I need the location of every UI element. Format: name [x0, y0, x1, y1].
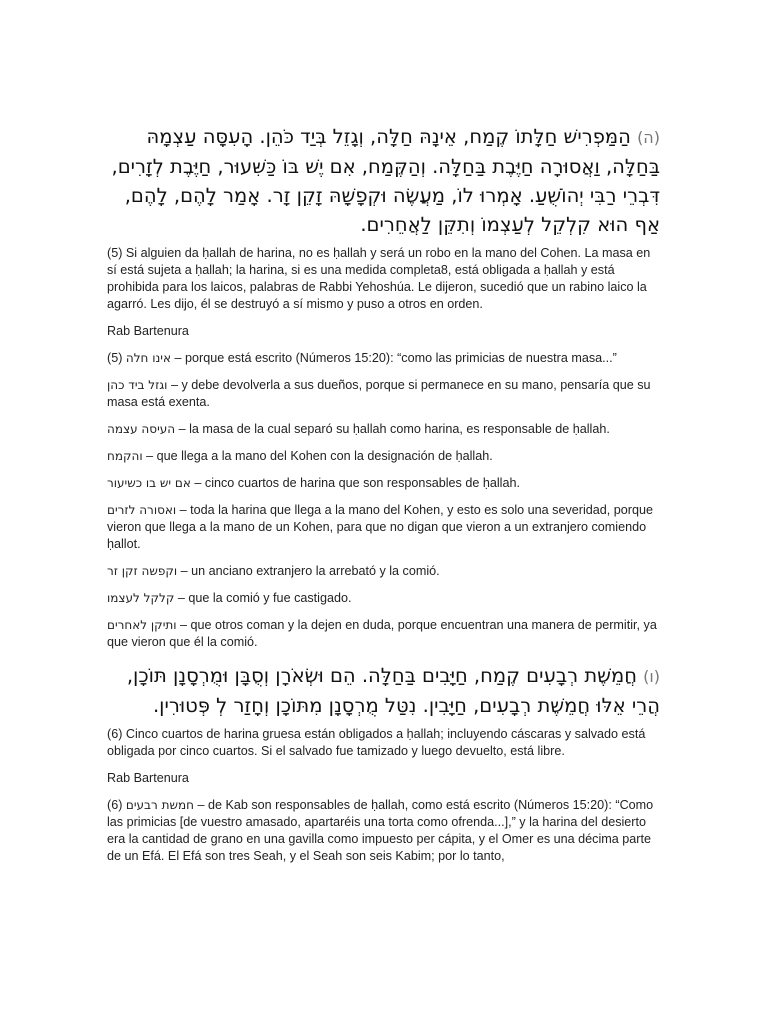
mishnah-5-text: הַמַּפְרִישׁ חַלָּתוֹ קֶמַח, אֵינָהּ חַלָּה, וְגָזֵל בְּיַד כֹּהֵן. הָעִסָּה עַצְמָהּ בַּחַלָּה, וַאֲסוּרָה חַיֶּבֶת בַּחַלָּה. וְהַקֶּמַח, אִם יֶשׁ בּוֹ כַּשִּׁעוּר, חַיֶּבֶת לְזָרִים, דִּבְרֵי רַבִּי יְהוֹשֻׁעַ. אָמְרוּ לוֹ, מַעֲשֶׂה וּקְפָשָׁהּ זָקֵן זָר. אָמַר לָהֶם, לָהֶם, אַף הוּא קִלְקֵל לְעַצְמוֹ וְתִקֵּן לַאֲחֵרִים. [111, 125, 660, 236]
entry-text: – la masa de la cual separó su ḥallah como harina, es responsable de ḥallah. [175, 422, 610, 436]
entry-text: – cinco cuartos de harina que son responsables de ḥallah. [190, 476, 520, 490]
hebrew-term: וקפשה זקן זר [107, 564, 178, 578]
entry-text: – porque está escrito (Números 15:20): “como las primicias de nuestra masa...” [170, 351, 617, 365]
mishnah-5-hebrew [107, 122, 660, 239]
entry-text: – que llega a la mano del Kohen con la designación de ḥallah. [142, 449, 493, 463]
hebrew-term: ותיקן לאחרים [107, 618, 177, 632]
bartenura-label: Rab Bartenura [107, 324, 189, 338]
hebrew-term: אם יש בו כשיעור [107, 476, 191, 490]
hebrew-term: קלקל לעצמו [107, 591, 175, 605]
translation-6: (6) Cinco cuartos de harina gruesa están obligados a ḥallah; incluyendo cáscaras y salvado está obligada por cinco cuartos. Si el salvado fue tamizado y luego devuelto, está libre. [107, 727, 646, 758]
commentary-5-list [107, 350, 660, 651]
mishnah-6-text: חֲמֵשֶׁת רְבָעִים קֶמַח, חַיָּבִים בַּחַלָּה. הֵם וּשְׂאֹרָן וְסֻבָּן וּמֻרְסָנָן תּוֹכָן, הֲרֵי אֵלּוּ חֲמֵשֶׁת רְבָעִים, חַיָּבִין. נִטַּל מֻרְסָנָן מִתּוֹכָן וְחָזַר לְ פְּטוּרִין. [126, 664, 660, 717]
entry-prefix: (5) [107, 351, 126, 365]
commentary-entry [107, 590, 660, 607]
hebrew-term: והקמח [107, 449, 143, 463]
entry-prefix: (6) [107, 798, 126, 812]
commentary-entry [107, 475, 660, 492]
translation-5: (5) Si alguien da ḥallah de harina, no es ḥallah y será un robo en la mano del Cohen. La masa en sí está sujeta a ḥallah; la harina, si es una medida completa8, está obligada a ḥallah y está prohibida para los laicos, palabras de Rabbi Yehoshúa. Le dijeron, sucedió que un rabino laico la agarró. Les dijo, él se destruyó a sí mismo y puso a otros en orden. [107, 246, 651, 311]
mishnah-6-number: (ו) [643, 667, 660, 686]
commentary-entry [107, 377, 660, 411]
commentary-entry [107, 502, 660, 553]
entry-text: – y debe devolverla a sus dueños, porque si permanece en su mano, pensaría que su masa está exenta. [107, 378, 651, 409]
commentary-entry [107, 350, 660, 367]
hebrew-term: חמשת רבעים [125, 798, 194, 812]
entry-text: – que otros coman y la dejen en duda, porque encuentran una manera de permitir, ya que vieron que él la comió. [107, 618, 657, 649]
entry-text: – que la comió y fue castigado. [174, 591, 352, 605]
commentary-6-entry [107, 797, 660, 865]
mishnah-5-number: (ה) [637, 128, 660, 147]
commentary-entry [107, 448, 660, 465]
bartenura-label: Rab Bartenura [107, 771, 189, 785]
hebrew-term: אינו חלה [125, 351, 171, 365]
hebrew-term: העיסה עצמה [107, 422, 176, 436]
mishnah-6-hebrew [107, 661, 660, 720]
commentary-entry [107, 617, 660, 651]
entry-text: – toda la harina que llega a la mano del Kohen, y esto es solo una severidad, porque vieron que llega a la mano de un Kohen, para que no digan que vieron a un extranjero comiendo ḥallot. [107, 503, 653, 551]
entry-text: – un anciano extranjero la arrebató y la comió. [177, 564, 440, 578]
hebrew-term: ואסורה לזרים [107, 503, 177, 517]
commentary-entry [107, 421, 660, 438]
entry-text: – de Kab son responsables de ḥallah, como está escrito (Números 15:20): “Como las primicias [de vuestro amasado, apartaréis una torta como ofrenda...],” y la harina del desierto era la cantidad de grano en una gavilla como impuesto per cápita, y el Omer es una décima parte de un Efá. El Efá son tres Seah, y el Seah son seis Kabim; por lo tanto, [107, 798, 654, 863]
document-page [107, 122, 660, 875]
commentary-entry [107, 563, 660, 580]
hebrew-term: וגזל ביד כהן [107, 378, 168, 392]
